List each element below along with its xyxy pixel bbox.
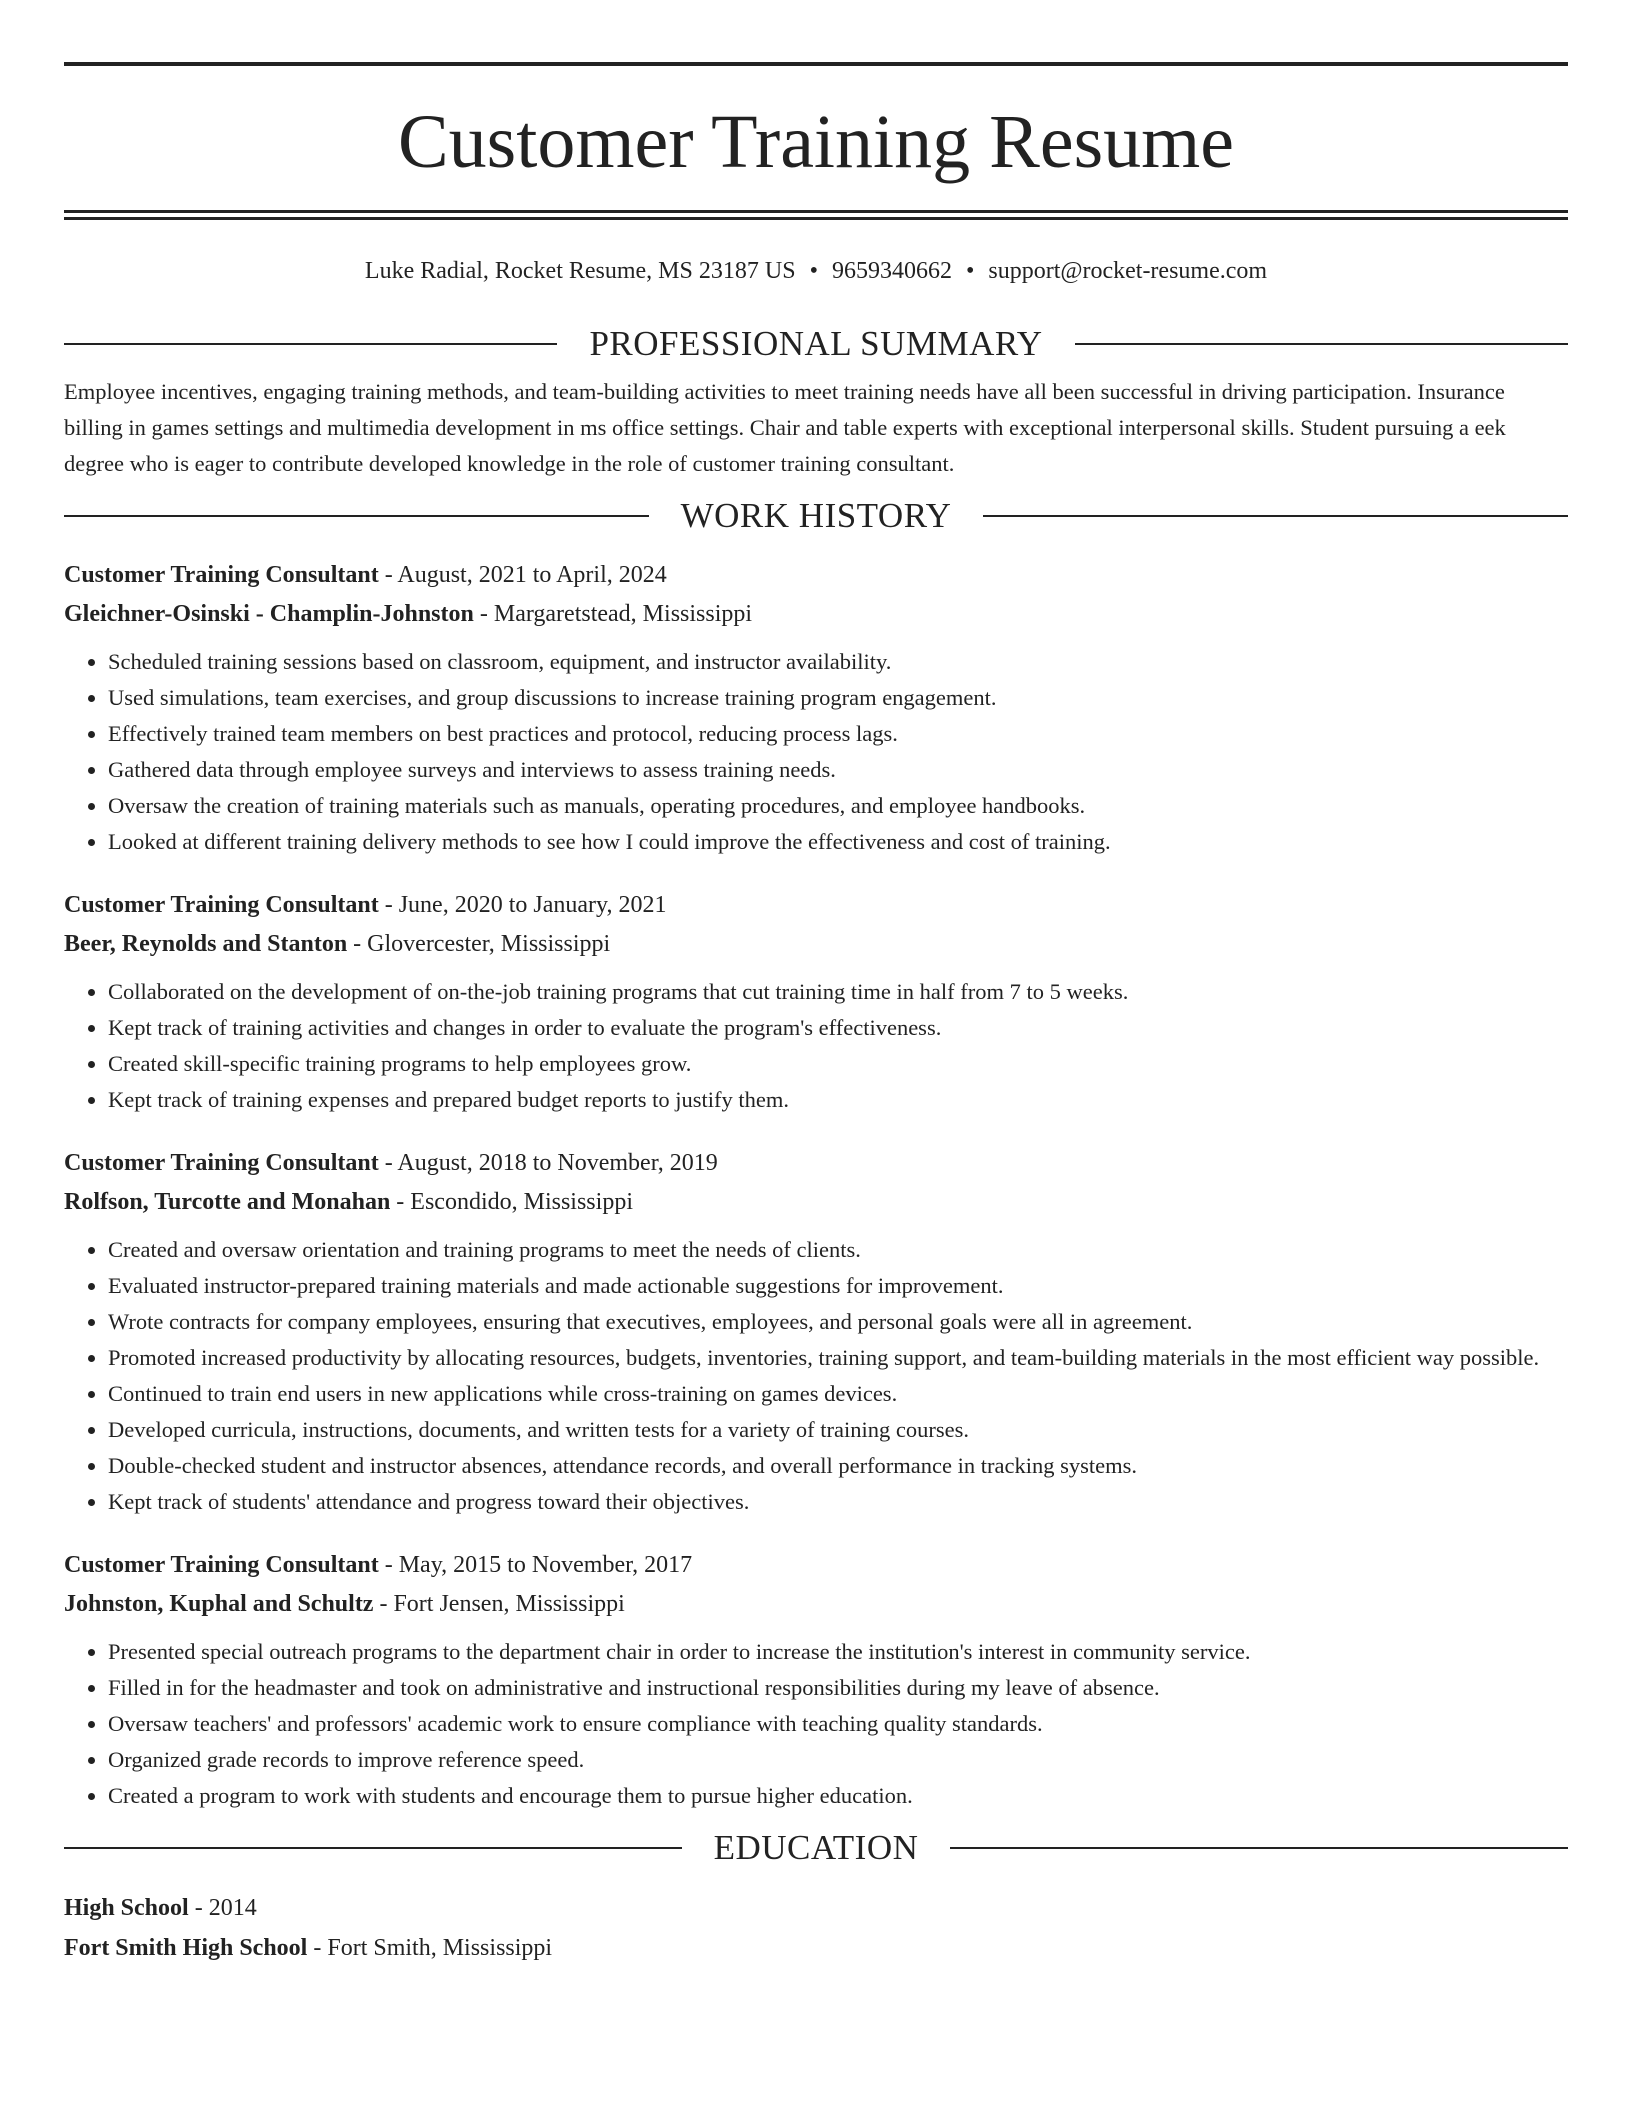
- list-item: • Oversaw the creation of training materials such as manuals, operating procedures, and employee handbooks.: [108, 788, 1568, 824]
- job-company: Johnston, Kuphal and Schultz: [64, 1591, 374, 1617]
- job-title-line: [64, 1144, 1568, 1183]
- section-title: PROFESSIONAL SUMMARY: [589, 324, 1043, 363]
- list-item: • Gathered data through employee surveys and interviews to assess training needs.: [108, 752, 1568, 788]
- list-item: • Created a program to work with students and encourage them to pursue higher education.: [108, 1778, 1568, 1814]
- job-location: - Margaretstead, Mississippi: [473, 601, 753, 627]
- list-item: • Kept track of students' attendance and progress toward their objectives.: [108, 1484, 1568, 1520]
- job-dates: - August, 2018 to November, 2019: [378, 1150, 718, 1176]
- contact-line: [64, 256, 1568, 286]
- section-heading-summary: [64, 324, 1568, 364]
- list-item: • Promoted increased productivity by allocating resources, budgets, inventories, training support, and team-building materials in the most efficient way possible.: [108, 1340, 1568, 1376]
- job-title: Customer Training Consultant: [64, 1552, 379, 1578]
- education-entry: [64, 1888, 1568, 1968]
- education-degree: High School: [64, 1895, 189, 1921]
- title-double-rule: [64, 210, 1568, 220]
- list-item: • Scheduled training sessions based on classroom, equipment, and instructor availability.: [108, 644, 1568, 680]
- section-rule: [64, 515, 649, 517]
- education-year: - 2014: [188, 1895, 257, 1921]
- job-title-line: [64, 556, 1568, 595]
- section-rule: [950, 1847, 1568, 1849]
- list-item: • Double-checked student and instructor absences, attendance records, and overall performance in tracking systems.: [108, 1448, 1568, 1484]
- list-item: • Filled in for the headmaster and took on administrative and instructional responsibilities during my leave of absence.: [108, 1670, 1568, 1706]
- job-bullets: [64, 1232, 1568, 1520]
- contact-address: Luke Radial, Rocket Resume, MS 23187 US: [364, 258, 796, 284]
- contact-email: support@rocket-resume.com: [988, 258, 1268, 284]
- list-item: • Developed curricula, instructions, documents, and written tests for a variety of training courses.: [108, 1412, 1568, 1448]
- job-title: Customer Training Consultant: [64, 1150, 379, 1176]
- list-item: • Presented special outreach programs to the department chair in order to increase the institution's interest in community service.: [108, 1634, 1568, 1670]
- list-item: • Organized grade records to improve reference speed.: [108, 1742, 1568, 1778]
- list-item: • Evaluated instructor-prepared training materials and made actionable suggestions for improvement.: [108, 1268, 1568, 1304]
- job-company-line: [64, 925, 1568, 964]
- list-item: • Created skill-specific training programs to help employees grow.: [108, 1046, 1568, 1082]
- contact-separator: •: [965, 258, 975, 284]
- education-location: - Fort Smith, Mississippi: [307, 1935, 553, 1961]
- education-school-line: [64, 1928, 1568, 1968]
- job-bullets: [64, 644, 1568, 860]
- job-location: - Escondido, Mississippi: [390, 1189, 633, 1215]
- section-rule: [64, 343, 557, 345]
- job-title-line: [64, 886, 1568, 925]
- list-item: • Continued to train end users in new applications while cross-training on games devices.: [108, 1376, 1568, 1412]
- list-item: • Created and oversaw orientation and training programs to meet the needs of clients.: [108, 1232, 1568, 1268]
- list-item: • Used simulations, team exercises, and group discussions to increase training program engagement.: [108, 680, 1568, 716]
- job-bullets: [64, 1634, 1568, 1814]
- job-entry: [64, 1144, 1568, 1520]
- section-rule: [64, 1847, 682, 1849]
- job-dates: - May, 2015 to November, 2017: [378, 1552, 693, 1578]
- job-location: - Fort Jensen, Mississippi: [373, 1591, 625, 1617]
- education-degree-line: [64, 1888, 1568, 1928]
- job-title: Customer Training Consultant: [64, 562, 379, 588]
- list-item: • Wrote contracts for company employees, ensuring that executives, employees, and personal goals were all in agreement.: [108, 1304, 1568, 1340]
- job-company: Gleichner-Osinski - Champlin-Johnston: [64, 601, 474, 627]
- job-location: - Glovercester, Mississippi: [347, 931, 611, 957]
- contact-separator: •: [809, 258, 818, 284]
- job-company-line: [64, 1183, 1568, 1222]
- job-dates: - August, 2021 to April, 2024: [378, 562, 667, 588]
- job-dates: - June, 2020 to January, 2021: [378, 892, 667, 918]
- section-heading-work: [64, 496, 1568, 536]
- summary-text: Employee incentives, engaging training methods, and team-building activities to meet training needs have all been successful in driving participation. Insurance billing in games settings and multimedia development in ms office settings. Chair and table experts with exceptional interpersonal skills. Student pursuing a eek degree who is eager to contribute developed knowledge in the role of customer training consultant.: [64, 379, 1506, 476]
- list-item: • Looked at different training delivery methods to see how I could improve the effectiveness and cost of training.: [108, 824, 1568, 860]
- section-heading-education: [64, 1828, 1568, 1868]
- list-item: • Collaborated on the development of on-the-job training programs that cut training time in half from 7 to 5 weeks.: [108, 974, 1568, 1010]
- education-school: Fort Smith High School: [64, 1935, 308, 1961]
- section-rule: [983, 515, 1568, 517]
- job-entry: [64, 556, 1568, 860]
- section-rule: [1075, 343, 1568, 345]
- section-title: WORK HISTORY: [680, 496, 952, 535]
- top-rule: [64, 62, 1568, 66]
- job-bullets: [64, 974, 1568, 1118]
- job-entry: [64, 1546, 1568, 1814]
- contact-phone: 9659340662: [831, 258, 952, 284]
- page-title: Customer Training Resume: [397, 100, 1235, 184]
- job-company: Beer, Reynolds and Stanton: [64, 931, 348, 957]
- list-item: • Kept track of training activities and changes in order to evaluate the program's effectiveness.: [108, 1010, 1568, 1046]
- job-company-line: [64, 595, 1568, 634]
- list-item: • Effectively trained team members on best practices and protocol, reducing process lags.: [108, 716, 1568, 752]
- job-title-line: [64, 1546, 1568, 1585]
- job-company: Rolfson, Turcotte and Monahan: [64, 1189, 391, 1215]
- list-item: • Oversaw teachers' and professors' academic work to ensure compliance with teaching quality standards.: [108, 1706, 1568, 1742]
- job-company-line: [64, 1585, 1568, 1624]
- job-title: Customer Training Consultant: [64, 892, 379, 918]
- list-item: • Kept track of training expenses and prepared budget reports to justify them.: [108, 1082, 1568, 1118]
- section-title: EDUCATION: [713, 1828, 919, 1867]
- job-entry: [64, 886, 1568, 1118]
